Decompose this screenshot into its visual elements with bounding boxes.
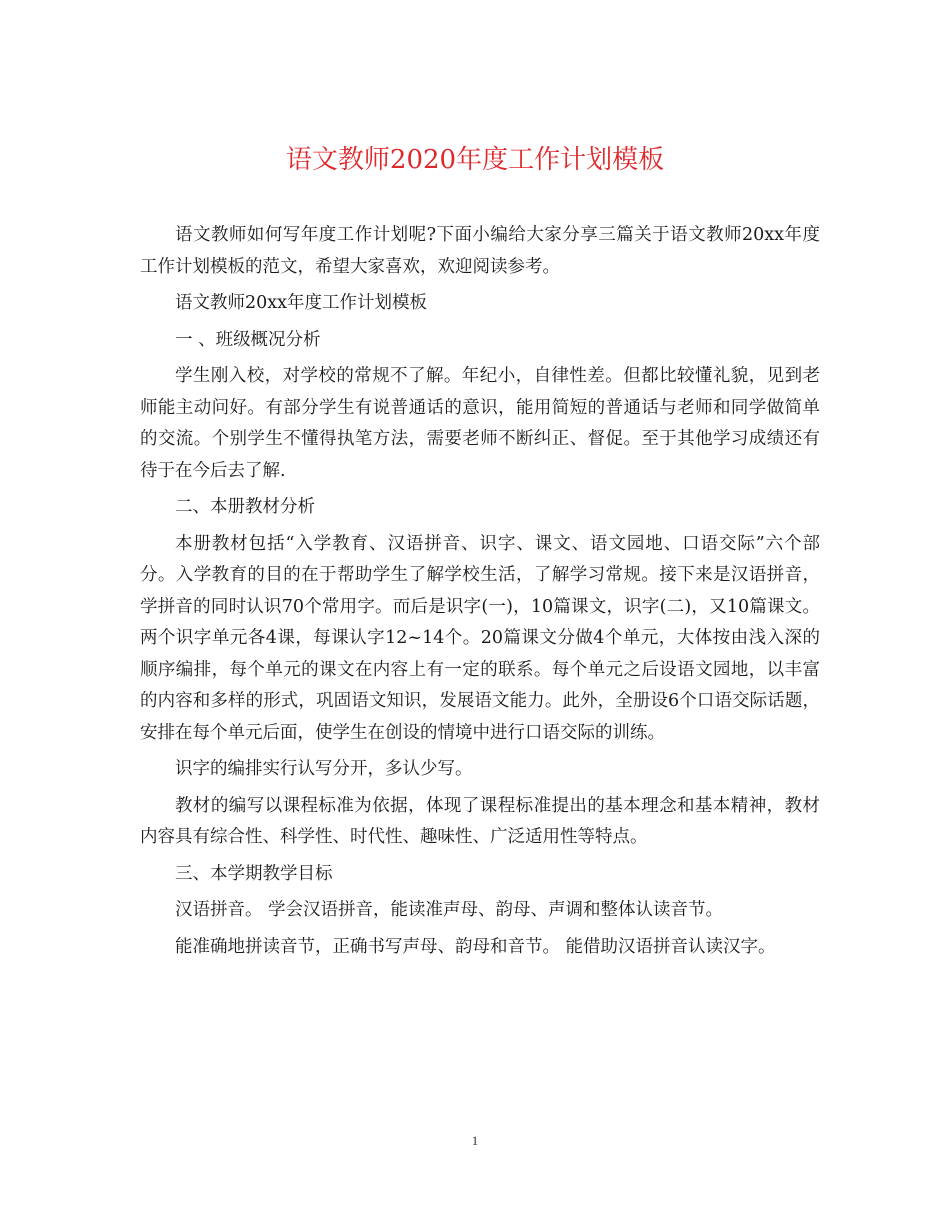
document-title: 语文教师2020年度工作计划模板 bbox=[285, 145, 665, 175]
document-body bbox=[140, 220, 820, 968]
paragraph-textbook-analysis: 本册教材包括“入学教育、汉语拼音、识字、课文、语文园地、口语交际”六个部分。入学教育的目的在于帮助学生了解学校生活，了解学习常规。接下来是汉语拼音，学拼音的同时认识70个常用字。而后是识字(一)，10篇课文，识字(二)，又10篇课文。两个识字单元各4课，每课认字12~14个。20篇课文分做4个单元，大体按由浅入深的顺序编排，每个单元的课文在内容上有一定的联系。每个单元之后设语文园地，以丰富的内容和多样的形式，巩固语文知识，发展语文能力。此外，全册设6个口语交际话题，安排在每个单元后面，使学生在创设的情境中进行口语交际的训练。 bbox=[140, 533, 820, 743]
section-heading-class-analysis: 一 、班级概况分析 bbox=[175, 329, 321, 350]
paragraph-pinyin-spelling: 能准确地拼读音节，正确书写声母、韵母和音节。 能借助汉语拼音认读汉字。 bbox=[175, 936, 776, 957]
paragraph-pinyin-goal: 汉语拼音。 学会汉语拼音，能读准声母、韵母、声调和整体认读音节。 bbox=[175, 900, 724, 920]
paragraph-textbook-basis: 教材的编写以课程标准为依据，体现了课程标准提出的基本理念和基本精神，教材内容具有综合性、科学性、时代性、趣味性、广泛适用性等特点。 bbox=[140, 795, 820, 847]
section-heading-teaching-goals: 三、本学期教学目标 bbox=[175, 863, 333, 884]
paragraph-literacy-arrangement: 识字的编排实行认写分开，多认少写。 bbox=[175, 759, 473, 779]
paragraph-subtitle: 语文教师20xx年度工作计划模板 bbox=[175, 293, 428, 313]
paragraph-class-analysis: 学生刚入校，对学校的常规不了解。年纪小，自律性差。但都比较懂礼貌，见到老师能主动问好。有部分学生有说普通话的意识，能用简短的普通话与老师和同学做简单的交流。个别学生不懂得执笔方法，需要老师不断纠正、督促。至于其他学习成绩还有待于在今后去了解. bbox=[140, 366, 820, 481]
page-number: 1 bbox=[471, 1133, 479, 1148]
section-heading-textbook-analysis: 二、本册教材分析 bbox=[175, 497, 315, 517]
paragraph-intro: 语文教师如何写年度工作计划呢?下面小编给大家分享三篇关于语文教师20xx年度工作计划模板的范文，希望大家喜欢，欢迎阅读参考。 bbox=[140, 225, 820, 277]
